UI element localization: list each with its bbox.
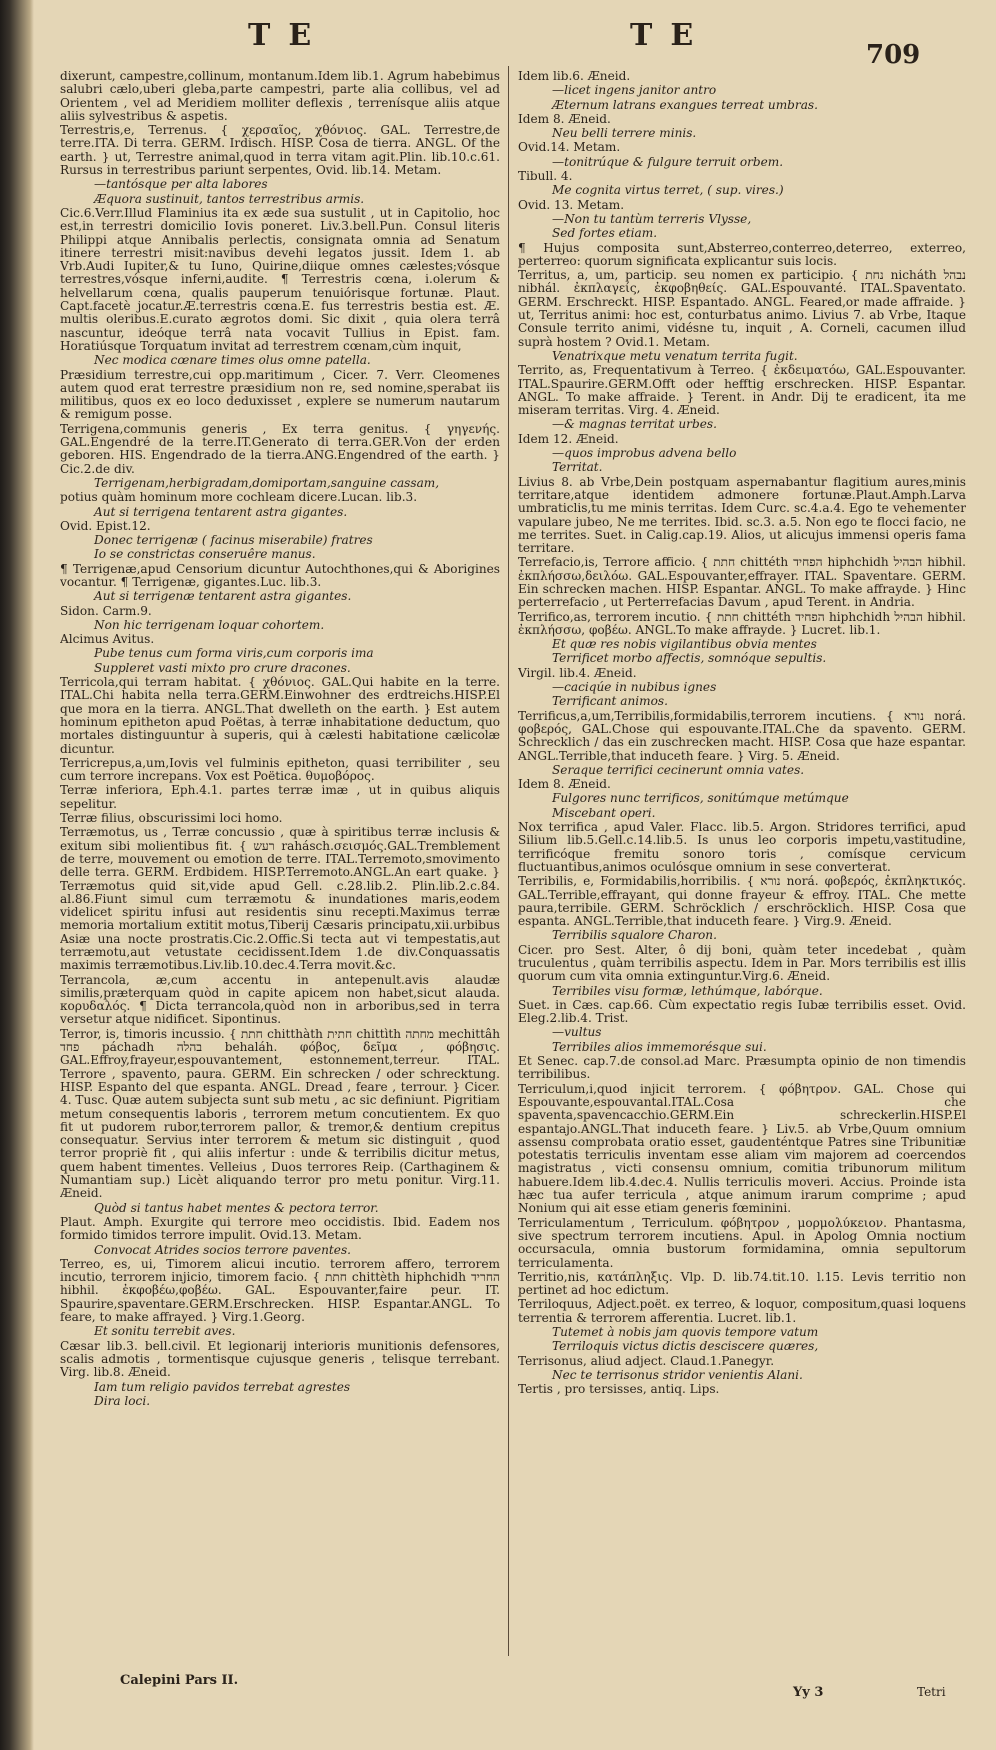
- quotation-line: Æquora sustinuit, tantos terrestribus armis.: [94, 191, 365, 206]
- quotation-line: —quos improbus advena bello: [552, 446, 737, 461]
- entry-paragraph: potius quàm hominum more cochleam dicere.Lucan. lib.3.: [60, 490, 418, 505]
- entry-paragraph: Et Senec. cap.7.de consol.ad Marc. Præsumpta opinio de non timendis terribilibus.: [518, 1054, 966, 1082]
- quotation-line: Pube tenus cum forma viris,cum corporis ima: [94, 646, 374, 661]
- quotation-line: —tonitrúque & fulgure terruit orbem.: [552, 154, 784, 169]
- quotation-line: —tantósque per alta labores: [94, 177, 268, 192]
- entry-paragraph: Terrisonus, aliud adject. Claud.1.Panegyr.: [518, 1353, 775, 1368]
- entry-paragraph: Ovid.14. Metam.: [518, 140, 621, 155]
- entry-paragraph: Nox terrifica , apud Valer. Flacc. lib.5. Argon. Stridores terrifici, apud Silium lib.5.Gell.c.14.lib.5. Is unus leo corporis impetu,vastitudine, terrificóque fremitu sonoro toris , comísque cervicum fluctuantibus,animos oculósque omnium in sese converterat.: [518, 820, 966, 874]
- running-head-right: TE: [630, 18, 712, 53]
- quotation-line: Territat.: [552, 460, 603, 475]
- right-column: [518, 70, 966, 1625]
- quotation-line: Seraque terrifici cecinerunt omnia vates.: [552, 762, 805, 777]
- quotation-line: Me cognita virtus terret, ( sup. vires.): [552, 183, 784, 198]
- quotation-line: Terrigenam,herbigradam,domiportam,sanguine cassam,: [94, 475, 440, 490]
- quotation-line: Miscebant operi.: [552, 805, 656, 820]
- footer-volume: Calepini Pars II.: [120, 1673, 239, 1688]
- entry-paragraph: Ovid. 13. Metam.: [518, 197, 625, 212]
- entry-paragraph: Idem 8. Æneid.: [518, 111, 611, 126]
- entry-paragraph: dixerunt, campestre,collinum, montanum.Idem lib.1. Agrum habebimus salubri cælo,uberi gleba,parte campestri, parte alia collibus, vel ad Orientem , vel ad Meridiem molliter deflexis , terrenísque aliis atque aliis sylvestribus & aspetis.: [60, 70, 500, 123]
- entry-paragraph: Terreo, es, ui, Timorem alicui incutio. terrorem affero, terrorem incutio, terrorem injicio, timorem facio. { חתת chittèth hiphchidh החריד hibhil. ἐκφοβέω,φοβέω. GAL. Espouvanter,faire peur. IT. Spaurire,spaventare.GERM.Erschrecken. HISP. Espantar.ANGL. To feare, to make affrayed. } Virg.1.Georg.: [60, 1256, 500, 1325]
- entry-paragraph: ¶ Hujus composita sunt,Absterreo,conterreo,deterreo, exterreo, perterreo: quorum significata explicantur suis locis.: [518, 240, 966, 268]
- entry-paragraph: Tertis , pro tersisses, antiq. Lips.: [518, 1382, 720, 1397]
- quotation-line: Et sonitu terrebit aves.: [94, 1324, 236, 1339]
- entry-paragraph: Terrancola, æ,cum accentu in antepenult.avis alaudæ similis,præterquam quòd in capite apicem non habet,sicut alauda. κορυδαλός. ¶ Dicta terrancola,quòd non in arboribus,sed in terra versetur atque nidificet. Sipontinus.: [60, 972, 500, 1027]
- entry-paragraph: Ovid. Epist.12.: [60, 518, 151, 533]
- quotation-line: Sed fortes etiam.: [552, 226, 658, 241]
- entry-paragraph: Livius 8. ab Vrbe,Dein postquam aspernabantur flagitium aures,minis territare,atque identidem admonere fortunæ.Plaut.Amph.Larva umbraticlis,tu me minis territas. Idem Curc. sc.4.a.4. Ego te vehementer vapulare jubeo, Ne me territes. Ibid. sc.3. a.5. Non ego te flocci facio, ne me territes. Suet. in Calig.cap.19. Alios, ut alicujus immensi operis fama territare.: [518, 474, 966, 556]
- entry-paragraph: Terrificus,a,um,Terribilis,formidabilis,terrorem incutiens. { נורא norá. φοβερός, GAL.Chose qui espouvante.ITAL.Che da spavento. GERM. Schrecklich / das ein zuschrecken macht. HISP. Cosa que haze espantar. ANGL.Terrible,that induceth feare. } Virg. 5. Æneid.: [518, 708, 966, 763]
- quotation-line: —licet ingens janitor antro: [552, 83, 717, 98]
- entry-paragraph: Territo, as, Frequentativum à Terreo. { ἐκδειματόω, GAL.Espouvanter. ITAL.Spaurire.GERM.Offt oder hefftig erschrecken. HISP. Espantar. ANGL. To make affraide. } Terent. in Andr. Dij te eradicent, ita me miseram territas. Virg. 4. Æneid.: [518, 363, 966, 418]
- entry-paragraph: Cicer. pro Sest. Alter, ô dij boni, quàm teter incedebat , quàm truculentus , quàm terribilis aspectu. Idem in Par. Mors terribilis est illis quorum cum vita omnia extinguntur.Virg.6. Æneid.: [518, 942, 966, 984]
- quotation-line: Io se constrictas conseruêre manus.: [94, 547, 316, 562]
- entry-paragraph: Territio,nis, κατάπληξις. Vlp. D. lib.74.tit.10. l.15. Levis territio non pertinet ad hoc edictum.: [518, 1269, 966, 1298]
- quotation-line: Aut si terrigena tentarent astra gigantes.: [94, 504, 348, 519]
- quotation-line: —Non tu tantùm terreris Vlysse,: [552, 211, 752, 226]
- entry-paragraph: Idem 8. Æneid.: [518, 777, 611, 792]
- quotation-line: Terrificet morbo affectis, somnóque sepultis.: [552, 651, 827, 666]
- entry-paragraph: Terrigena,communis generis , Ex terra genitus. { γηγενής. GAL.Engendré de la terre.IT.Generato di terra.GER.Von der erden geboren. HIS. Engendrado de la tierra.ANG.Engendred of the earth. } Cic.2.de div.: [60, 421, 500, 476]
- entry-paragraph: Terror, is, timoris incussio. { חתת chitthàth חתית chittìth מחתה mechittâh פחד páchadh בהלה behaláh. φόβος, δεῖμα , φόβησις. GAL.Effroy,frayeur,espouvantement, estonnement,terreur. ITAL. Terrore , spavento, paura. GERM. Ein schrecken / oder schrecktung. HISP. Espanto del que espanta. ANGL. Dread , feare , terrour. } Cicer. 4. Tusc. Quæ autem subjecta sunt sub metu , ac sic definiunt. Pigritiam metum consequentis laboris , terrorem metum concutientem. Ex quo fit ut pudorem rubor,terrorem pallor, & tremor,& dentium crepitus consequatur. Servius inter terrorem & metum sic distinguit , quod terror propriè fit , qui aliis infertur : unde & terribilis dicitur metus, quem habent timentes. Velleius , Duos terrores Reip. (Carthaginem & Numantiam sup.) Licèt aliquando terror pro metu ponitur. Virg.11. Æneid.: [60, 1026, 500, 1201]
- entry-paragraph: Terræ inferiora, Eph.4.1. partes terræ imæ , ut in quibus aliquis sepelitur.: [60, 783, 500, 811]
- quotation-line: Terribilis squalore Charon.: [552, 928, 717, 943]
- entry-paragraph: Sidon. Carm.9.: [60, 603, 152, 618]
- quotation-line: Venatrixque metu venatum territa fugit.: [552, 348, 798, 363]
- quotation-line: Et quæ res nobis vigilantibus obvia mentes: [552, 637, 817, 652]
- entry-paragraph: Terriculum,i,quod injicit terrorem. { φόβητρον. GAL. Chose qui Espouvante,espouvantal.ITAL.Cosa che spaventa,spavencacchio.GERM.Ein schreckerlin.HISP.El espantajo.ANGL.That induceth feare. } Liv.5. ab Vrbe,Quum omnium assensu comprobata oratio esset, gaudenténtque Patres sine Tribunitiæ potestatis terriculis inventam esse aliam vim majorem ad coercendos magistratus , victi consensu omnium, comitia tribunorum militum habuere.Idem lib.4.dec.4. Nullis terriculis moveri. Accius. Proinde ista hæc tua aufer terricula , atque animum irarum comprime ; apud Nonium qui ait esse etiam generis fœminini.: [518, 1081, 966, 1216]
- footer-catchword: Tetri: [917, 1685, 946, 1699]
- quotation-line: Terriloquis victus dictis desciscere quæres,: [552, 1339, 819, 1354]
- quotation-line: Iam tum religio pavidos terrebat agrestes: [94, 1379, 351, 1394]
- entry-paragraph: Terrestris,e, Terrenus. { χερσαῖος, χθόνιος. GAL. Terrestre,de terre.ITA. Di terra. GERM. Irdisch. HISP. Cosa de tierra. ANGL. Of the earth. } ut, Terrestre animal,quod in terra vitam agit.Plin. lib.10.c.61. Rursus in terrestribus pariunt serpentes, Ovid. lib.14. Metam.: [60, 123, 500, 178]
- quotation-line: Suppleret vasti mixto pro crure dracones.: [94, 660, 351, 675]
- entry-paragraph: Suet. in Cæs. cap.66. Cùm expectatio regis Iubæ terribilis esset. Ovid. Eleg.2.lib.4. Trist.: [518, 997, 966, 1026]
- entry-paragraph: Terræmotus, us , Terræ concussio , quæ à spiritibus terræ inclusis & exitum sibi molientibus fit. { רעש rahásch.σεισμός.GAL.Tremblement de terre, mouvement ou emotion de terre. ITAL.Terremoto,smovimento delle terra. GERM. Erdbidem. HISP.Terremoto.ANGL.An eart quake. } Terræmotus quid sit,vide apud Gell. c.28.lib.2. Plin.lib.2.c.84. al.86.Fiunt simul cum terræmotu & inundationes maris,eodem videlicet spiritu infusi aut residentis sinu recepti.Maximus terræ memoria mortalium extitit motus,Tiberij Cæsaris principatu,xii.urbibus Asiæ una nocte prostratis.Cic.2.Offic.Si tecta aut vi tempestatis,aut terræmotu,aut vetustate cecidissent.Idem 1.de div.Conquassatis maximis terræmotibus.Liv.lib.10.dec.4.Terra movit.&c.: [60, 825, 500, 973]
- running-head-left: TE: [248, 18, 330, 53]
- entry-paragraph: Tibull. 4.: [518, 169, 573, 184]
- quotation-line: Terribiles alios immemorésque sui.: [552, 1039, 767, 1054]
- entry-paragraph: Terrefacio,is, Terrore afficio. { חתת chittéth הפחיד hiphchidh הבהיל hibhil. ἐκπλήσσω,δειλόω. GAL.Espouvanter,effrayer. ITAL. Spaventare. GERM. Ein schrecken machen. HISP. Espantar. ANGL. To make affrayde. } Hinc perterrefacio , ut Perterrefacias Davum , apud Terent. in Andria.: [518, 555, 966, 610]
- entry-paragraph: Terricola,qui terram habitat. { χθόνιος. GAL.Qui habite en la terre. ITAL.Chi habita nella terra.GERM.Einwohner des erdtreichs.HISP.El que mora en la tierra. ANGL.That dwelleth on the earth. } Est autem hominum epitheton apud Poëtas, à terræ inhabitatione deductum, quo mortales distinguuntur à superis, qui à cælesti habitatione cælicolæ dicuntur.: [60, 675, 500, 756]
- quotation-line: —caciqúe in nubibus ignes: [552, 680, 717, 695]
- entry-paragraph: Terræ filius, obscurissimi loci homo.: [60, 811, 283, 826]
- entry-paragraph: Idem 12. Æneid.: [518, 431, 619, 446]
- left-column: [60, 70, 500, 1655]
- quotation-line: Nec modica cœnare times olus omne patella.: [94, 353, 371, 368]
- column-rule: [508, 66, 509, 1656]
- entry-paragraph: Præsidium terrestre,cui opp.maritimum , Cicer. 7. Verr. Cleomenes autem quod erat terrestre præsidium non re, sed nomine,sperabat iis militibus, quos ex eo loco deduxisset , explere se numerum nautarum & remigum posse.: [60, 367, 500, 422]
- quotation-line: —vultus: [552, 1025, 602, 1040]
- entry-paragraph: Cæsar lib.3. bell.civil. Et legionarij interioris munitionis defensores, scalis admotis , tormentisque cujusque generis , telisque terrebant. Virg. lib.8. Æneid.: [60, 1338, 500, 1380]
- entry-paragraph: Terriloquus, Adject.poët. ex terreo, & loquor, compositum,quasi loquens terrentia & terrorem afferentia. Lucret. lib.1.: [518, 1297, 966, 1325]
- quotation-line: Nec te terrisonus stridor venientis Alani.: [552, 1367, 803, 1382]
- quotation-line: Non hic terrigenam loquar cohortem.: [94, 617, 325, 632]
- entry-paragraph: Plaut. Amph. Exurgite qui terrore meo occidistis. Ibid. Eadem nos formido timidos terrore impulit. Ovid.13. Metam.: [60, 1214, 500, 1243]
- quotation-line: —& magnas territat urbes.: [552, 417, 717, 432]
- entry-paragraph: Idem lib.6. Æneid.: [518, 70, 631, 83]
- quotation-line: Quòd si tantus habet mentes & pectora terror.: [94, 1200, 379, 1215]
- entry-paragraph: Virgil. lib.4. Æneid.: [518, 665, 637, 680]
- page-number: 709: [866, 40, 921, 70]
- footer-signature: Yy 3: [793, 1685, 824, 1700]
- quotation-line: Terrificant animos.: [552, 694, 668, 709]
- entry-paragraph: Terriculamentum , Terriculum. φόβητρον , μορμολύκειον. Phantasma, sive spectrum terrorem incutiens. Apul. in Apolog Omnia noctium occursacula, omnia bustorum formidamina, omnia sepultorum terriculamenta.: [518, 1215, 966, 1270]
- quotation-line: Dira loci.: [94, 1393, 151, 1408]
- quotation-line: Tutemet à nobis jam quovis tempore vatum: [552, 1325, 819, 1340]
- entry-paragraph: Alcimus Avitus.: [60, 632, 155, 647]
- entry-paragraph: Cic.6.Verr.Illud Flaminius ita ex æde sua sustulit , ut in Capitolio, hoc est,in terrestri domicilio Iovis poneret. Liv.3.bell.Pun. Consul literis Philippi atque Annibalis perlectis, consignata omnia ad Senatum itinere terrestri misit:navibus devehi legatos jussit. Idem 1. ab Vrb.Audi Iupiter,& tu Iuno, Quirine,diique omnes cælestes;vósque terrestres,vósque inferni,audite. ¶ Terrestris cœna, i.olerum & helvellarum cœna, qualis pauperum tenuiórisque fortunæ. Plaut. Capt.facetè jocatur.Æ.terrestris cœna.E. fus terrestris bestia est. Æ. multis oleribus.E.curato ægrotos domi. Sic dixit , quia olera terrâ nascuntur, ideóque terrâ nata vocavit Tullius in Epist. fam. Horatiúsque Torquatum invitat ad terrestrem cœnam,cùm inquit,: [60, 205, 500, 353]
- quotation-line: Neu belli terrere minis.: [552, 126, 697, 141]
- entry-paragraph: ¶ Terrigenæ,apud Censorium dicuntur Autochthones,qui & Aborigines vocantur. ¶ Terrigenæ, gigantes.Luc. lib.3.: [60, 561, 500, 589]
- quotation-line: Terribiles visu formæ, lethúmque, labórque.: [552, 983, 823, 998]
- entry-paragraph: Territus, a, um, particip. seu nomen ex participio. { נחת nicháth נבהל nibhál. ἐκπλαγείς, ἐκφοβηθείς. GAL.Espouvanté. ITAL.Spaventato. GERM. Erschreckt. HISP. Espantado. ANGL. Feared,or made affraide. } ut, Territus animi: hoc est, conturbatus animo. Livius 7. ab Vrbe, Itaque Consule territo animi, vidésne tu, inquit , A. Corneli, cacumen illud suprà hostem ? Ovid.1. Metam.: [518, 268, 966, 349]
- quotation-line: Convocat Atrides socios terrore paventes.: [94, 1242, 352, 1257]
- entry-paragraph: Terrifico,as, terrorem incutio. { חתת chittéth הפחיד hiphchidh הבהיל hibhil. ἐκπλήσσω, φοβέω. ANGL.To make affrayde. } Lucret. lib.1.: [518, 609, 966, 637]
- quotation-line: Donec terrigenæ ( facinus miserabile) fratres: [94, 533, 373, 548]
- entry-paragraph: Terricrepus,a,um,Iovis vel fulminis epitheton, quasi terribiliter , seu cum terrore increpans. Vox est Poëtica. θυμοβόρος.: [60, 755, 500, 784]
- entry-paragraph: Terribilis, e, Formidabilis,horribilis. { נורא norá. φοβερός, ἐκπληκτικός. GAL.Terrible,effrayant, qui donne frayeur & effroy. ITAL. Che mette paura,terribile. GERM. Schröcklich / erschröcklich. HISP. Cosa que espanta. ANGL.Terrible,that induceth feare. } Virg.9. Æneid.: [518, 874, 966, 929]
- quotation-line: Fulgores nunc terrificos, sonitúmque metúmque: [552, 791, 849, 806]
- quotation-line: Aut si terrigenæ tentarent astra gigantes.: [94, 589, 352, 604]
- quotation-line: Æternum latrans exangues terreat umbras.: [552, 97, 818, 112]
